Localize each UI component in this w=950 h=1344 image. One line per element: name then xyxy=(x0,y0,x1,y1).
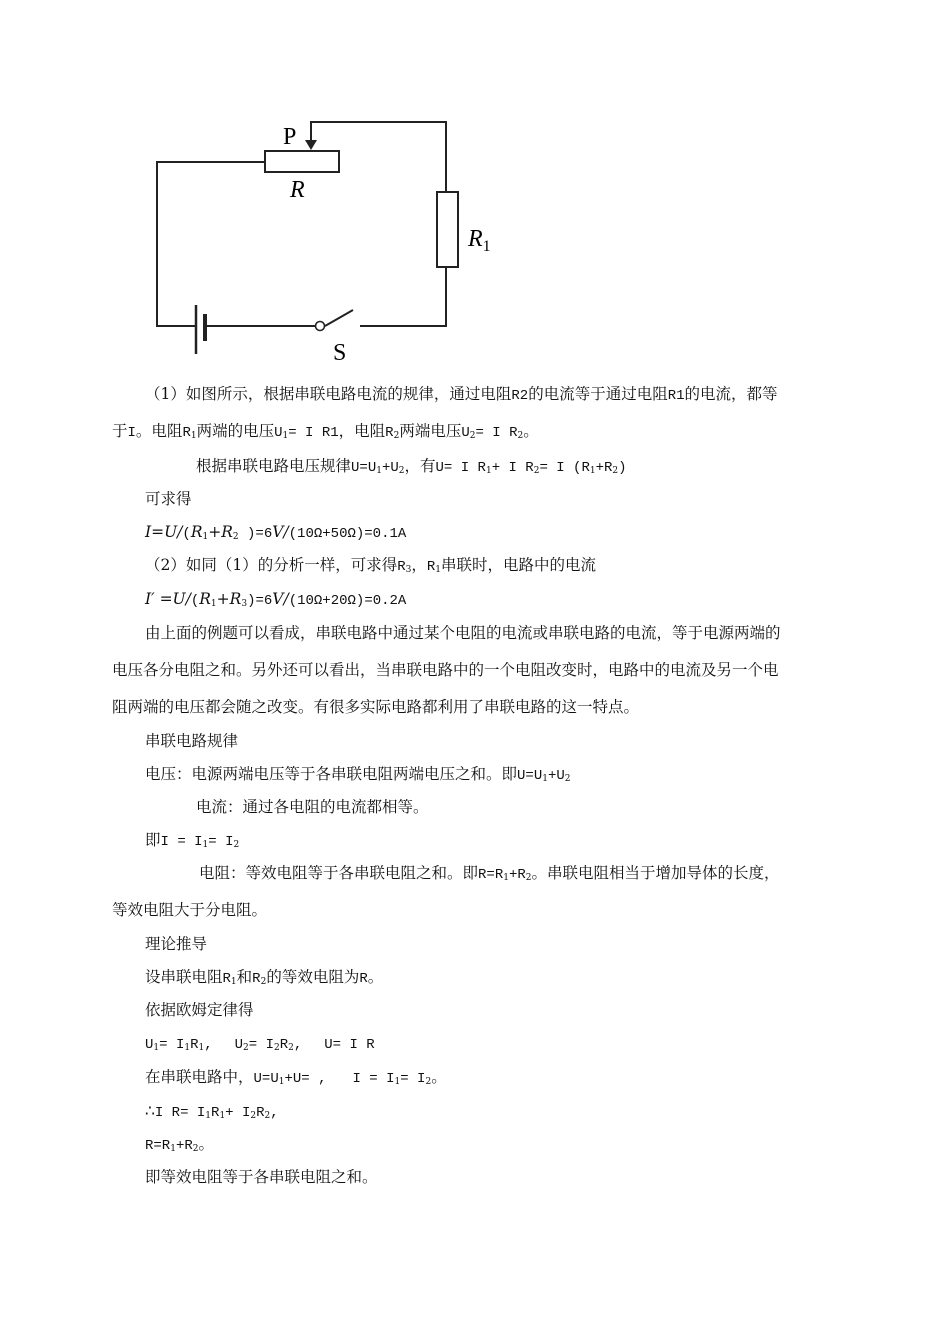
text: 3 xyxy=(241,599,248,609)
heading-derivation xyxy=(145,934,207,954)
text: = I (R xyxy=(539,460,590,476)
resistance-rule xyxy=(199,863,780,885)
therefore-statement xyxy=(145,1101,279,1123)
text: I′ =U/ xyxy=(145,590,191,608)
text: ∴ xyxy=(145,1102,155,1120)
text: 和 xyxy=(236,968,253,986)
text: +R xyxy=(595,460,613,476)
heading-series-rules xyxy=(145,731,238,751)
text: 2 xyxy=(274,1043,280,1053)
text: 1 xyxy=(485,466,492,476)
text: U xyxy=(274,425,283,441)
text: 2 xyxy=(243,1043,249,1053)
text: 1 xyxy=(198,1043,205,1053)
text: R xyxy=(211,1105,220,1121)
ohm-equations xyxy=(145,1033,375,1055)
set-statement xyxy=(145,967,383,989)
text: )=6 xyxy=(247,593,273,609)
text: U xyxy=(145,1037,154,1053)
text: 2 xyxy=(469,431,476,441)
text: 即等效电阻等于各串联电阻之和。 xyxy=(145,1168,378,1186)
text: ) xyxy=(618,460,627,476)
text: 串联时，电路中的电流 xyxy=(441,556,597,574)
label-p: P xyxy=(283,124,297,150)
text: R1 xyxy=(667,388,685,404)
text: 1 xyxy=(170,1144,176,1154)
text: 理论推导 xyxy=(145,935,208,953)
text: 2 xyxy=(425,1077,432,1087)
text: 1 xyxy=(153,1043,160,1053)
text: 2 xyxy=(398,466,405,476)
text: R xyxy=(199,590,211,608)
text: R=R xyxy=(145,1138,171,1154)
text: U= I R xyxy=(435,460,486,476)
text: 2 xyxy=(612,466,619,476)
text: 电阻：等效电阻等于各串联电阻之和。即 xyxy=(199,864,479,882)
text: = I xyxy=(400,1071,426,1087)
text: 两端电压 xyxy=(399,422,462,440)
text: 2 xyxy=(250,1111,257,1121)
text: 2 xyxy=(393,431,400,441)
text: 1 xyxy=(542,774,548,784)
text: 两端的电压 xyxy=(196,422,275,440)
para3-line2 xyxy=(112,660,779,680)
text: （1）如图所示，根据串联电路电流的规律，通过电阻 xyxy=(145,385,512,403)
text: R xyxy=(252,971,261,987)
text: 等效电阻大于分电阻。 xyxy=(112,901,268,919)
text: +U xyxy=(547,768,565,784)
text: = I R xyxy=(475,425,518,441)
label-r1: $R_1$ xyxy=(468,226,491,255)
result-statement xyxy=(145,1134,214,1156)
text: + I R xyxy=(491,460,534,476)
text: R xyxy=(359,971,368,987)
text: 。 xyxy=(367,968,384,986)
text: 。 xyxy=(198,1135,215,1153)
text: 1 xyxy=(282,431,289,441)
text: R xyxy=(397,559,406,575)
text: )=6 xyxy=(238,526,273,542)
text: = I xyxy=(208,834,234,850)
text: 2 xyxy=(288,1043,294,1053)
text: U=U xyxy=(517,768,543,784)
text: 1 xyxy=(278,1077,285,1087)
text: R2 xyxy=(511,388,529,404)
text: 1 xyxy=(190,431,197,441)
text: 的等效电阻为 xyxy=(266,968,360,986)
text: 2 xyxy=(525,873,532,883)
text: 3 xyxy=(405,565,412,575)
resistance-rule-cont xyxy=(112,900,267,920)
para3-line1 xyxy=(145,623,781,643)
text: +R xyxy=(175,1138,193,1154)
text: , xyxy=(270,1105,279,1121)
text: R xyxy=(190,1037,199,1053)
text: = I xyxy=(159,1037,185,1053)
text: +R xyxy=(208,523,233,541)
text: 于 xyxy=(112,422,128,440)
text: 2 xyxy=(233,840,240,850)
para1-line4 xyxy=(145,489,192,509)
para1-line1 xyxy=(145,384,778,406)
text: V/ xyxy=(272,523,289,541)
text: 设串联电阻 xyxy=(145,968,223,986)
equation-1 xyxy=(145,522,406,544)
text: 。串联电阻相当于增加导体的长度， xyxy=(531,864,780,882)
text: 1 xyxy=(202,840,209,850)
text: 。电阻 xyxy=(135,422,183,440)
equation-2 xyxy=(145,589,406,611)
text: 1 xyxy=(230,977,237,987)
text: = I xyxy=(248,1037,274,1053)
text: R xyxy=(182,425,191,441)
text: I=U/ xyxy=(145,523,183,541)
text: U=U xyxy=(253,1071,279,1087)
para2-line1 xyxy=(145,555,596,577)
text: R=R xyxy=(478,867,504,883)
text: 2 xyxy=(564,774,571,784)
text: 即 xyxy=(145,831,161,849)
text: 2 xyxy=(264,1111,271,1121)
text: U=U xyxy=(351,460,377,476)
conclusion xyxy=(145,1167,378,1187)
text: 串联电路规律 xyxy=(145,732,239,750)
current-rule xyxy=(196,797,429,817)
label-s: S xyxy=(333,340,347,366)
text: 的电流，都等 xyxy=(684,385,778,403)
text: I = I xyxy=(160,834,203,850)
text: 2 xyxy=(260,977,267,987)
text: +R xyxy=(508,867,526,883)
text: +U= , xyxy=(284,1071,327,1087)
text: 2 xyxy=(517,431,524,441)
text: 的电流等于通过电阻 xyxy=(528,385,668,403)
text: = I R1 xyxy=(288,425,339,441)
text: ，电阻 xyxy=(338,422,386,440)
text: 2 xyxy=(232,532,239,542)
text: 根据串联电路电压规律 xyxy=(196,457,352,475)
text: U= I R xyxy=(324,1037,375,1053)
text: 1 xyxy=(503,873,509,883)
text: R xyxy=(256,1105,265,1121)
text: ， xyxy=(411,556,427,574)
text: , xyxy=(204,1037,213,1053)
text: +U xyxy=(381,460,399,476)
text: (10Ω+20Ω)=0.2A xyxy=(288,593,407,609)
text: 电压：电源两端电压等于各串联电阻两端电压之和。即 xyxy=(145,765,518,783)
text: 1 xyxy=(184,1043,191,1053)
text: ( xyxy=(190,593,200,609)
text: I xyxy=(127,425,136,441)
text: 由上面的例题可以看成，串联电路中通过某个电阻的电流或串联电路的电流，等于电源两端的 xyxy=(145,624,781,642)
text: 可求得 xyxy=(145,490,192,508)
text: I R= I xyxy=(154,1105,206,1121)
text: ( xyxy=(182,526,191,542)
text: R xyxy=(190,523,203,541)
text: 电流：通过各电阻的电流都相等。 xyxy=(196,798,429,816)
text: 1 xyxy=(202,532,209,542)
text: U xyxy=(461,425,470,441)
text: R xyxy=(279,1037,289,1053)
text: 2 xyxy=(192,1144,199,1154)
voltage-rule xyxy=(145,764,571,786)
text: 依据欧姆定律得 xyxy=(145,1001,254,1019)
circuit-diagram xyxy=(140,110,520,370)
text: 1 xyxy=(394,1077,401,1087)
text: + I xyxy=(225,1105,251,1121)
text: 1 xyxy=(205,1111,212,1121)
para3-line3 xyxy=(112,697,639,717)
para1-line2 xyxy=(112,421,539,443)
text: 在串联电路中， xyxy=(145,1068,254,1086)
text: (10Ω+50Ω)=0.1A xyxy=(288,526,407,542)
text: 2 xyxy=(533,466,540,476)
text: V/ xyxy=(272,590,289,608)
text: I = I xyxy=(352,1071,395,1087)
para1-line3 xyxy=(196,456,627,478)
text: 。 xyxy=(431,1068,447,1086)
text: 1 xyxy=(435,565,442,575)
text: 1 xyxy=(210,599,217,609)
text: 1 xyxy=(219,1111,226,1121)
text: U xyxy=(234,1037,244,1053)
text: R xyxy=(426,559,436,575)
label-r: R xyxy=(290,177,305,203)
text: R xyxy=(222,971,231,987)
text: 1 xyxy=(589,466,596,476)
text: +R xyxy=(216,590,242,608)
text: 电压各分电阻之和。另外还可以看出，当串联电路中的一个电阻改变时，电路中的电流及另一个电 xyxy=(112,661,779,679)
current-equation xyxy=(145,830,239,852)
text: , xyxy=(293,1037,303,1053)
text: （2）如同（1）的分析一样，可求得 xyxy=(145,556,398,574)
text: 1 xyxy=(376,466,382,476)
text: 。 xyxy=(523,422,539,440)
text: R xyxy=(385,425,394,441)
text: ，有 xyxy=(404,457,436,475)
series-statement xyxy=(145,1067,447,1089)
ohm-statement xyxy=(145,1000,254,1020)
text: 阻两端的电压都会随之改变。有很多实际电路都利用了串联电路的这一特点。 xyxy=(112,698,640,716)
